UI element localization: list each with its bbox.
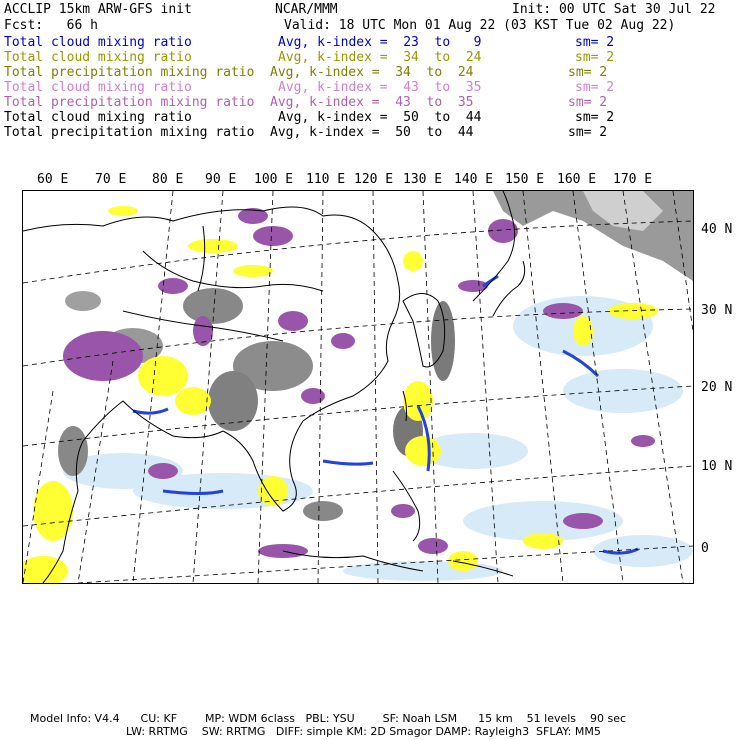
init-time: Init: 00 UTC Sat 30 Jul 22 xyxy=(512,2,716,17)
model-info-line1: Model Info: V4.4 CU: KF MP: WDM 6class PBL: YSU SF: Noah LSM 15 km 51 levels 90 sec xyxy=(30,712,627,725)
lon-label: 160 E xyxy=(557,172,597,187)
lat-label: 40 N xyxy=(701,222,733,237)
lat-label: 20 N xyxy=(701,380,733,395)
lon-label: 150 E xyxy=(505,172,545,187)
field-name: Total precipitation mixing ratio xyxy=(4,95,255,110)
field-name: Total precipitation mixing ratio xyxy=(4,125,255,140)
plot-title: ACCLIP 15km ARW-GFS init xyxy=(4,2,192,17)
lon-label: 60 E xyxy=(37,172,69,187)
forecast-hour: Fcst: 66 h xyxy=(4,18,98,33)
lon-label: 100 E xyxy=(254,172,294,187)
field-sm: sm= 2 xyxy=(575,35,615,50)
field-avg: Avg, k-index = 43 to 35 xyxy=(278,80,482,95)
map-canvas xyxy=(23,191,693,583)
field-name: Total cloud mixing ratio xyxy=(4,50,192,65)
field-avg: Avg, k-index = 50 to 44 xyxy=(278,110,482,125)
lon-label: 120 E xyxy=(354,172,394,187)
lon-label: 110 E xyxy=(306,172,346,187)
field-avg: Avg, k-index = 23 to 9 xyxy=(278,35,482,50)
field-avg: Avg, k-index = 43 to 35 xyxy=(270,95,474,110)
field-name: Total cloud mixing ratio xyxy=(4,35,192,50)
lon-label: 80 E xyxy=(152,172,184,187)
map-panel xyxy=(22,190,694,584)
organization-label: NCAR/MMM xyxy=(275,2,338,17)
lon-label: 140 E xyxy=(454,172,494,187)
field-avg: Avg, k-index = 34 to 24 xyxy=(270,65,474,80)
lon-label: 70 E xyxy=(95,172,127,187)
field-avg: Avg, k-index = 34 to 24 xyxy=(278,50,482,65)
field-sm: sm= 2 xyxy=(568,125,608,140)
field-sm: sm= 2 xyxy=(575,80,615,95)
lat-label: 30 N xyxy=(701,303,733,318)
field-sm: sm= 2 xyxy=(568,65,608,80)
field-sm: sm= 2 xyxy=(575,50,615,65)
lat-label: 0 xyxy=(701,541,709,556)
valid-time: Valid: 18 UTC Mon 01 Aug 22 (03 KST Tue 02 Aug 22) xyxy=(284,18,676,33)
lon-label: 130 E xyxy=(403,172,443,187)
model-info-line2: LW: RRTMG SW: RRTMG DIFF: simple KM: 2D Smagor DAMP: Rayleigh3 SFLAY: MM5 xyxy=(126,725,601,738)
field-name: Total cloud mixing ratio xyxy=(4,110,192,125)
lon-label: 170 E xyxy=(613,172,653,187)
field-avg: Avg, k-index = 50 to 44 xyxy=(270,125,474,140)
field-sm: sm= 2 xyxy=(575,110,615,125)
field-sm: sm= 2 xyxy=(568,95,608,110)
field-name: Total cloud mixing ratio xyxy=(4,80,192,95)
lat-label: 10 N xyxy=(701,459,733,474)
lon-label: 90 E xyxy=(205,172,237,187)
field-name: Total precipitation mixing ratio xyxy=(4,65,255,80)
